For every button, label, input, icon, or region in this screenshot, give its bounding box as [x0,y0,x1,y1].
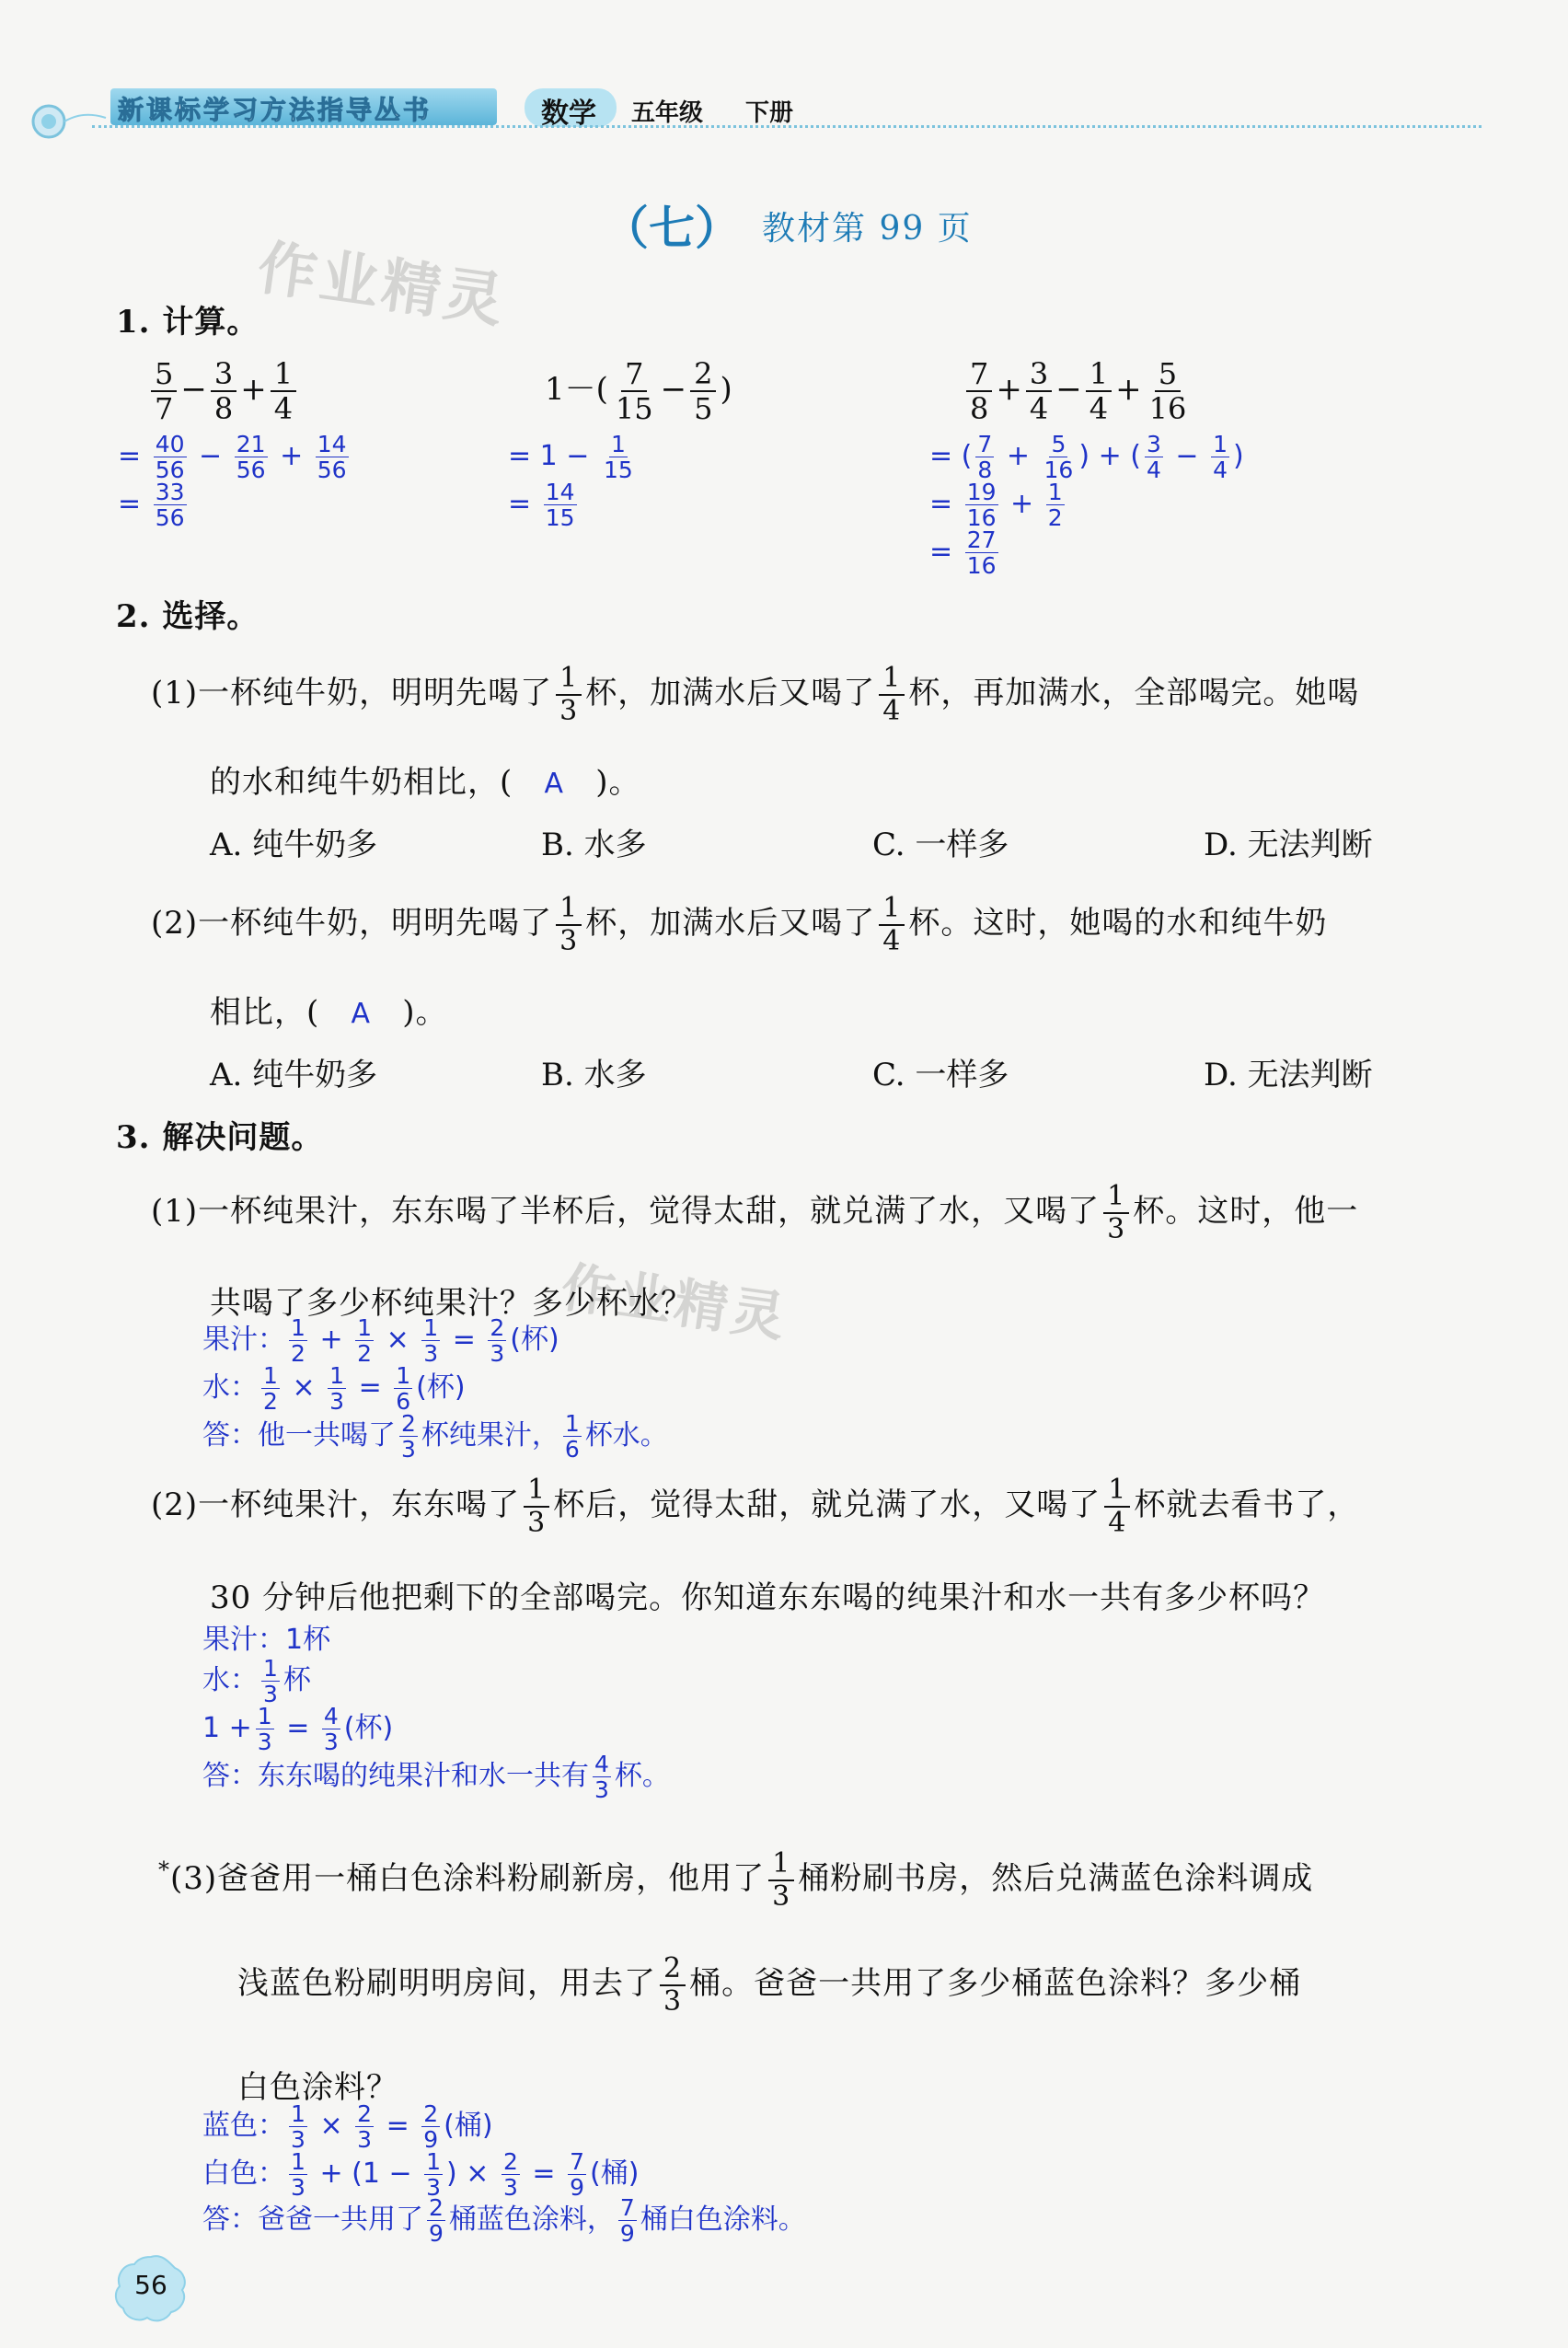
option-b: B. 水多 [541,827,647,863]
q3-part3-line3: 白色涂料？ [237,2069,398,2106]
q3-part1-water: 水： $\frac{1}{2}$ × $\frac{1}{3}$ = $\frac{1}{6}$ (杯) [202,1362,466,1415]
q3-part3-line2: 浅蓝色粉刷明明房间，用去了 $\frac{2}{3}$ 桶。爸爸一共用了多少桶蓝色涂料？多少桶 [237,1952,1302,2018]
watermark: 作业精灵 [557,1255,792,1349]
series-title: 新课标学习方法指导丛书 [118,95,432,125]
q1-problem-b: 1－( $\frac{7}{15}$ − $\frac{2}{5}$ ) [545,356,732,426]
q1-problem-a: $\frac{5}{7}$ − $\frac{3}{8}$ + $\frac{1}{4}$ [147,359,300,423]
q3-part2-sum: 1 + $\frac{1}{3}$ = $\frac{4}{3}$ (杯) [202,1703,394,1755]
option-c: C. 一样多 [872,1057,1009,1093]
q1-answer-a-step2: = $\frac{33}{56}$ [118,479,185,531]
q3-part1-answer: 答：他一共喝了 $\frac{2}{3}$ 杯纯果汁， $\frac{1}{6}$ 杯水。 [202,1410,668,1463]
volume-label: 下册 [745,99,794,127]
q1-problem-c: $\frac{7}{8}$ + $\frac{3}{4}$ − $\frac{1}{4}$ + $\frac{5}{16}$ [963,359,1193,423]
q1-answer-c-step3: = $\frac{27}{16}$ [929,526,997,579]
q2-part1-line2: 的水和纯牛奶相比，( A )。 [210,764,641,801]
q1-problem-b-lead: 1－ [545,371,596,408]
q3-part1-line1: (1)一杯纯果汁，东东喝了半杯后，觉得太甜，就兑满了水，又喝了 $\frac{1}{3}$ 杯。这时，他一 [151,1180,1359,1245]
q2-part1-line1: (1)一杯纯牛奶，明明先喝了 $\frac{1}{3}$ 杯，加满水后又喝了 $\frac{1}{4}$ 杯，再加满水，全部喝完。她喝 [151,662,1360,727]
q3-part3-answer: 答：爸爸一共用了 $\frac{2}{9}$ 桶蓝色涂料， $\frac{7}{9}$ 桶白色涂料。 [202,2194,806,2247]
q3-part2-answer: 答：东东喝的纯果汁和水一共有 $\frac{4}{3}$ 杯。 [202,1751,670,1803]
option-d: D. 无法判断 [1204,1057,1373,1093]
q1-answer-b-step2: = $\frac{14}{15}$ [508,479,575,531]
option-a: A. 纯牛奶多 [210,1057,378,1093]
page-header [18,64,1472,138]
q3-part3-line1: *(3)爸爸用一桶白色涂料粉刷新房，他用了 $\frac{1}{3}$ 桶粉刷书房，然后兑满蓝色涂料调成 [158,1847,1314,1913]
q3-part1-line2: 共喝了多少杯纯果汁？多少杯水？ [210,1285,693,1322]
q1-answer-b-lead: = 1 − [508,440,590,472]
q3-part3-white: 白色： $\frac{1}{3}$ + (1 − $\frac{1}{3}$ ) × $\frac{2}{3}$ = $\frac{7}{9}$ (桶) [202,2148,640,2201]
header-dotted-rule [92,125,1482,128]
grade-label: 五年级 [631,99,704,127]
q3-part2-water: 水： $\frac{1}{3}$ 杯 [202,1655,311,1707]
option-a: A. 纯牛奶多 [210,827,378,863]
q1-answer-a-step1: = $\frac{40}{56}$ − $\frac{21}{56}$ + $\frac{14}{56}$ [118,431,347,483]
q2-title: 2. 选择。 [116,598,259,635]
section-number: （七） [603,202,741,255]
q2-part1-answer: A [544,768,565,800]
q3-part2-line2: 30 分钟后他把剩下的全部喝完。你知道东东喝的纯果汁和水一共有多少杯吗？ [210,1579,1326,1616]
q2-part2-line1: (2)一杯纯牛奶，明明先喝了 $\frac{1}{3}$ 杯，加满水后又喝了 $\frac{1}{4}$ 杯。这时，她喝的水和纯牛奶 [151,892,1328,957]
optional-star: * [158,1856,170,1883]
q3-part1-juice: 果汁： $\frac{1}{2}$ + $\frac{1}{2}$ × $\frac{1}{3}$ = $\frac{2}{3}$ (杯) [202,1314,559,1367]
q3-title: 3. 解决问题。 [116,1119,324,1156]
option-b: B. 水多 [541,1057,647,1093]
q2-part2-line2: 相比，( A )。 [210,994,448,1031]
watermark: 作业精灵 [253,234,511,337]
option-c: C. 一样多 [872,827,1009,863]
q3-part2-juice: 果汁：1杯 [202,1624,331,1656]
q1-answer-c-step1: = ( $\frac{7}{8}$ + $\frac{5}{16}$ ) + ( $\frac{3}{4}$ − $\frac{1}{4}$ ) [929,431,1244,483]
q1-title: 1. 计算。 [116,304,259,341]
page-number: 56 [134,2270,167,2300]
q3-part2-line1: (2)一杯纯果汁，东东喝了 $\frac{1}{3}$ 杯后，觉得太甜，就兑满了水，又喝了 $\frac{1}{4}$ 杯就去看书了， [151,1474,1360,1539]
q1-answer-c-step2: = $\frac{19}{16}$ + $\frac{1}{2}$ [929,479,1063,531]
section-reference: 教材第 99 页 [762,210,973,248]
option-d: D. 无法判断 [1204,827,1373,863]
q2-part2-answer: A [351,998,372,1030]
q3-part3-blue: 蓝色： $\frac{1}{3}$ × $\frac{2}{3}$ = $\frac{2}{9}$ (桶) [202,2100,493,2153]
subject-label: 数学 [541,98,596,130]
q1-answer-b-step1: = 1 − $\frac{1}{15}$ [508,431,633,483]
